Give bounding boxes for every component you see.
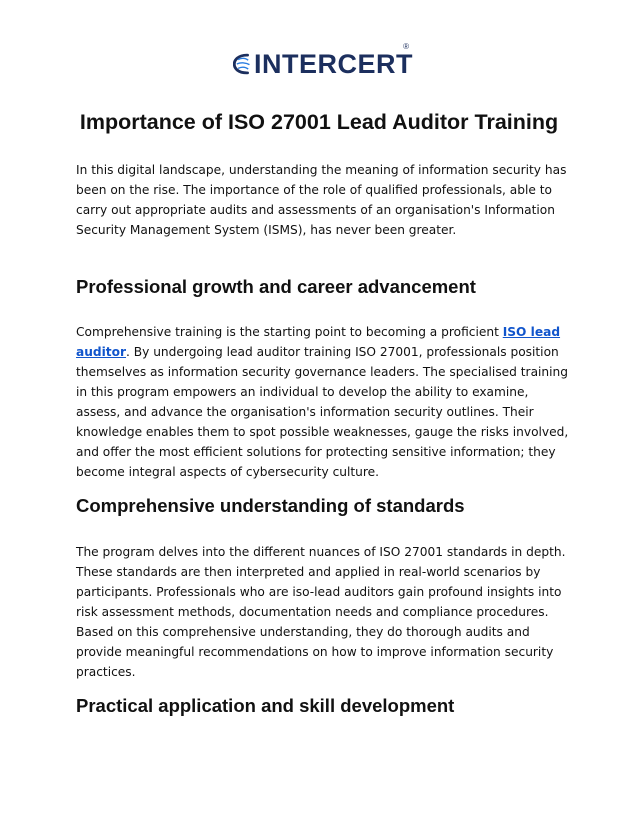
section-heading-professional-growth: Professional growth and career advancement xyxy=(76,276,476,297)
section-paragraph-professional-growth xyxy=(76,322,576,482)
registered-mark: ® xyxy=(403,42,409,51)
section-heading-standards: Comprehensive understanding of standards xyxy=(76,495,465,516)
paragraph-text: Comprehensive training is the starting point to becoming a proficient xyxy=(76,325,503,339)
section-paragraph-standards: The program delves into the different nuances of ISO 27001 standards in depth. These standards are then interpreted and applied in real-world scenarios by participants. Professionals who are iso-lead auditors gain profound insights into risk assessment methods, documentation needs and compliance procedures. Based on this comprehensive understanding, they do thorough audits and provide meaningful recommendations on how to improve information security practices. xyxy=(76,545,566,679)
logo-wordmark: INTERCERT xyxy=(254,48,413,79)
paragraph-text: . By undergoing lead auditor training ISO 27001, professionals position themselves as information security governance leaders. The specialised training in this program empowers an individual to develop the ability to examine, assess, and advance the organisation's information security outlines. Their knowledge enables them to spot possible weaknesses, gauge the risks involved, and offer the most efficient solutions for protecting sensitive information; they become integral aspects of cybersecurity culture. xyxy=(76,345,569,479)
section-heading-practical-application: Practical application and skill development xyxy=(76,695,455,716)
intercert-logo xyxy=(233,40,413,88)
iso-lead-auditor-link[interactable]: ISO lead auditor xyxy=(76,325,561,359)
intro-paragraph: In this digital landscape, understanding the meaning of information security has been on the rise. The importance of the role of qualified professionals, able to carry out appropriate audits and assessments of an organisation's Information Security Management System (ISMS), has never been greater. xyxy=(76,163,567,237)
globe-icon xyxy=(233,44,252,84)
page-title: Importance of ISO 27001 Lead Auditor Training xyxy=(79,110,559,134)
